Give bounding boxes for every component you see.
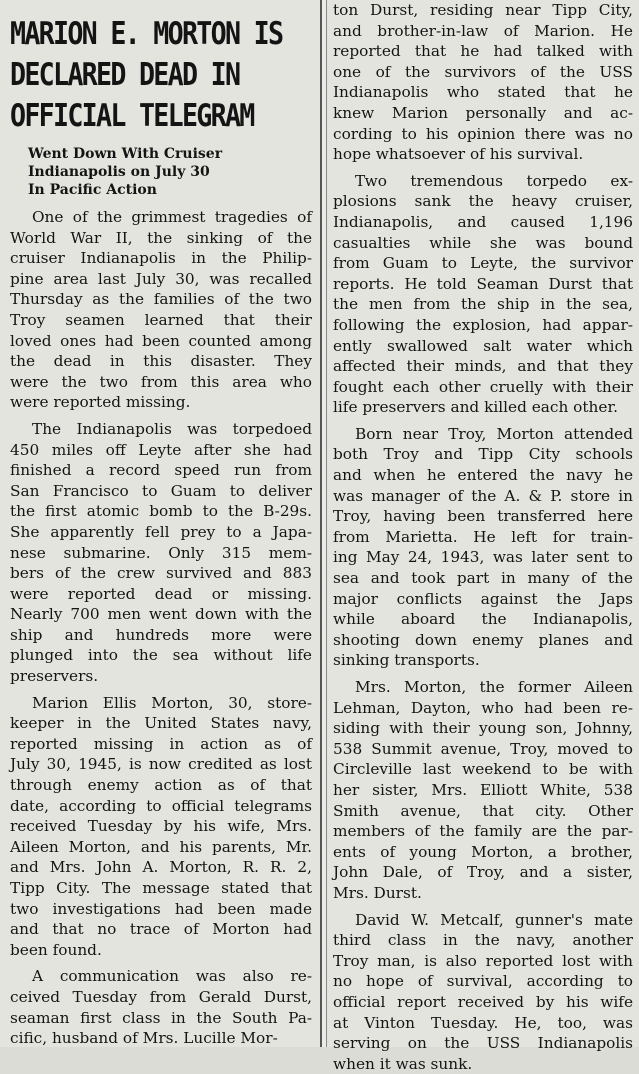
text-line: seaman first class in the South Pa- xyxy=(10,1008,312,1027)
text-line: ton Durst, residing near Tipp City, xyxy=(333,1,633,19)
text-line: reported that he had talked with xyxy=(333,42,633,61)
text-line: bers of the crew survived and 883 xyxy=(10,564,312,583)
text-line: A communication was also re- xyxy=(32,967,312,986)
text-line: Troy seamen learned that their xyxy=(10,310,312,329)
text-line: Troy, having been transferred here xyxy=(333,507,633,526)
text-line: plosions sank the heavy cruiser, xyxy=(333,192,633,211)
article-paragraph xyxy=(333,0,633,165)
text-line: while aboard the Indianapolis, xyxy=(333,610,633,629)
right-article-body xyxy=(333,0,633,1074)
text-line: One of the grimmest tragedies of xyxy=(32,208,312,226)
text-line: Aileen Morton, and his parents, Mr. xyxy=(10,837,312,856)
text-line: John Dale, of Troy, and a sister, xyxy=(333,863,633,882)
text-line: were the two from this area who xyxy=(10,372,312,391)
text-line: and that no trace of Morton had xyxy=(10,920,312,939)
text-line: sea and took part in many of the xyxy=(333,569,633,588)
text-line: been found. xyxy=(10,940,102,959)
headline xyxy=(10,14,316,137)
headline-line: DECLARED DEAD IN xyxy=(10,57,240,93)
text-line: official report received by his wife xyxy=(333,992,633,1011)
text-line: shooting down enemy planes and xyxy=(333,630,633,649)
text-line: Two tremendous torpedo ex- xyxy=(355,171,633,190)
text-line: third class in the navy, another xyxy=(333,931,633,950)
text-line: pine area last July 30, was recalled xyxy=(10,269,312,288)
text-line: were reported dead or missing. xyxy=(10,584,312,603)
text-line: Smith avenue, that city. Other xyxy=(333,801,633,820)
text-line: cruiser Indianapolis in the Philip- xyxy=(10,249,312,268)
text-line: through enemy action as of that xyxy=(10,776,312,795)
left-column xyxy=(0,0,320,1047)
subhead-line: Went Down With Cruiser xyxy=(28,146,223,162)
text-line: and Mrs. John A. Morton, R. R. 2, xyxy=(10,858,312,877)
article-paragraph xyxy=(333,424,633,671)
article-paragraph xyxy=(10,419,312,687)
text-line: Mrs. Durst. xyxy=(333,883,422,902)
text-line: Born near Troy, Morton attended xyxy=(355,424,633,443)
text-line: life preservers and killed each other. xyxy=(333,398,618,417)
text-line: reported missing in action as of xyxy=(10,734,312,753)
article-paragraph xyxy=(10,966,312,1048)
text-line: the men from the ship in the sea, xyxy=(333,295,633,314)
text-line: Indianapolis, and caused 1,196 xyxy=(333,212,633,231)
text-line: one of the survivors of the USS xyxy=(333,62,633,81)
text-line: her sister, Mrs. Elliott White, 538 xyxy=(333,780,633,799)
text-line: 450 miles off Leyte after she had xyxy=(10,440,312,459)
text-line: reports. He told Seaman Durst that xyxy=(333,274,633,293)
right-column xyxy=(327,0,639,1073)
text-line: at Vinton Tuesday. He, too, was xyxy=(333,1013,633,1032)
text-line: 538 Summit avenue, Troy, moved to xyxy=(333,739,633,758)
text-line: ing May 24, 1943, was later sent to xyxy=(333,548,633,567)
text-line: Marion Ellis Morton, 30, store- xyxy=(32,693,312,712)
text-line: following the explosion, had appar- xyxy=(333,315,633,334)
column-divider xyxy=(320,0,327,1047)
text-line: fought each other cruelly with their xyxy=(333,377,633,396)
text-line: Thursday as the families of the two xyxy=(10,290,312,309)
subhead-line: Indianapolis on July 30 xyxy=(28,164,210,180)
article-paragraph xyxy=(10,207,312,413)
text-line: and when he entered the navy he xyxy=(333,466,633,485)
text-line: knew Marion personally and ac- xyxy=(333,103,633,122)
article-paragraph xyxy=(333,910,633,1074)
text-line: members of the family are the par- xyxy=(333,822,633,841)
article-paragraph xyxy=(333,677,633,904)
text-line: preservers. xyxy=(10,667,99,686)
text-line: World War II, the sinking of the xyxy=(10,228,312,247)
text-line: nese submarine. Only 315 mem- xyxy=(10,543,312,562)
text-line: Circleville last weekend to be with xyxy=(333,760,633,779)
text-line: The Indianapolis was torpedoed xyxy=(32,419,312,438)
text-line: were reported missing. xyxy=(10,393,191,412)
article-paragraph xyxy=(333,171,633,418)
text-line: the dead in this disaster. They xyxy=(10,352,312,371)
text-line: cific, husband of Mrs. Lucille Mor- xyxy=(10,1029,278,1048)
text-line: finished a record speed run from xyxy=(10,461,312,480)
subheadline xyxy=(28,145,312,199)
article-paragraph xyxy=(10,693,312,961)
headline-line: OFFICIAL TELEGRAM xyxy=(10,98,254,134)
text-line: keeper in the United States navy, xyxy=(10,714,312,733)
headline-line: MARION E. MORTON IS xyxy=(10,16,283,52)
text-line: from Marietta. He left for train- xyxy=(333,527,633,546)
text-line: ently swallowed salt water which xyxy=(333,336,633,355)
text-line: when it was sunk. xyxy=(333,1054,473,1073)
text-line: siding with their young son, Johnny, xyxy=(333,719,633,738)
text-line: serving on the USS Indianapolis xyxy=(333,1034,633,1053)
text-line: July 30, 1945, is now credited as lost xyxy=(10,755,312,774)
text-line: and brother-in-law of Marion. He xyxy=(333,21,633,40)
text-line: David W. Metcalf, gunner's mate xyxy=(355,910,633,929)
text-line: ents of young Morton, a brother, xyxy=(333,842,633,861)
left-article-body xyxy=(10,207,312,1049)
text-line: She apparently fell prey to a Japa- xyxy=(10,522,312,541)
text-line: plunged into the sea without life xyxy=(10,646,312,665)
text-line: San Francisco to Guam to deliver xyxy=(10,481,312,500)
text-line: hope whatsoever of his survival. xyxy=(333,145,584,164)
text-line: ceived Tuesday from Gerald Durst, xyxy=(10,987,312,1006)
text-line: cording to his opinion there was no xyxy=(333,124,633,143)
text-line: no hope of survival, according to xyxy=(333,972,633,991)
text-line: ship and hundreds more were xyxy=(10,625,312,644)
text-line: was manager of the A. & P. store in xyxy=(333,486,633,505)
text-line: received Tuesday by his wife, Mrs. xyxy=(10,817,312,836)
text-line: Indianapolis who stated that he xyxy=(333,83,633,102)
text-line: affected their minds, and that they xyxy=(333,357,633,376)
text-line: two investigations had been made xyxy=(10,899,312,918)
text-line: major conflicts against the Japs xyxy=(333,589,633,608)
text-line: Mrs. Morton, the former Aileen xyxy=(355,678,633,696)
text-line: Nearly 700 men went down with the xyxy=(10,605,312,624)
text-line: the first atomic bomb to the B-29s. xyxy=(10,502,312,521)
text-line: sinking transports. xyxy=(333,651,480,670)
text-line: casualties while she was bound xyxy=(333,233,633,252)
text-line: from Guam to Leyte, the survivor xyxy=(333,254,633,273)
text-line: both Troy and Tipp City schools xyxy=(333,445,633,464)
subhead-line: In Pacific Action xyxy=(28,182,157,198)
text-line: loved ones had been counted among xyxy=(10,331,312,350)
text-line: Tipp City. The message stated that xyxy=(10,879,312,897)
text-line: Troy man, is also reported lost with xyxy=(333,951,633,970)
text-line: Lehman, Dayton, who had been re- xyxy=(333,698,633,717)
text-line: date, according to official telegrams xyxy=(10,796,312,815)
